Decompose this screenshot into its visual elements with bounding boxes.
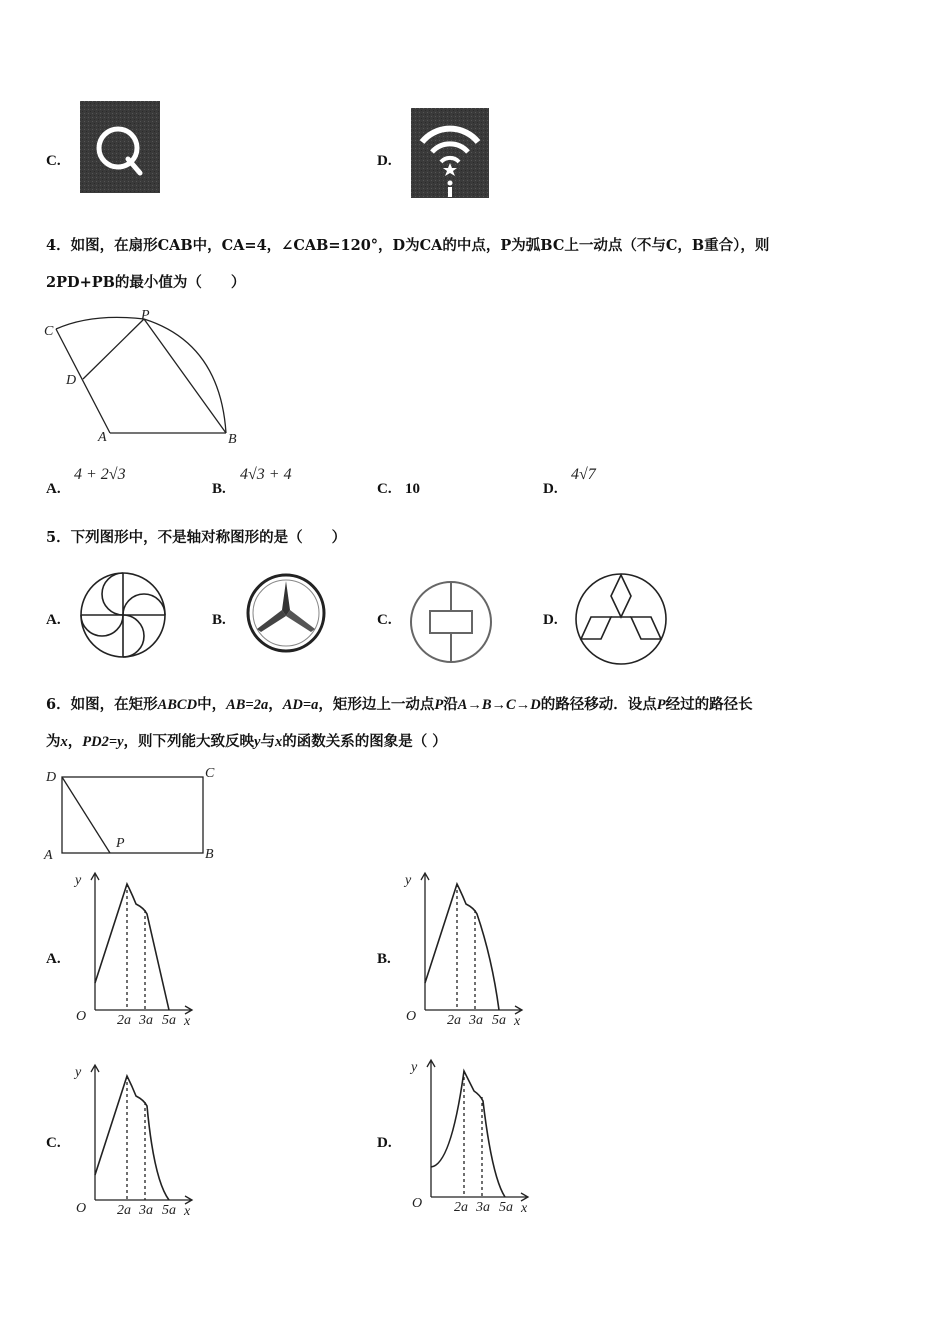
q6-option-c-label: C. — [46, 1135, 61, 1151]
q6-option-a-label: A. — [46, 951, 61, 967]
rectangle-abcd — [62, 777, 203, 853]
graph-d — [406, 1055, 536, 1215]
arc-cp — [56, 317, 144, 329]
q6-text: ，则下列能大致反映 — [123, 733, 255, 750]
q6-text: 与 — [260, 733, 275, 750]
q6-stem-line1 — [46, 696, 753, 714]
q6-text: ， — [67, 733, 83, 750]
q6-text: P — [656, 697, 666, 713]
point-b-label: B — [228, 432, 237, 447]
q3-option-d-label: D. — [377, 153, 392, 169]
q6-text: 的函数关系的图象是（ ） — [282, 733, 447, 750]
q4-stem — [46, 237, 769, 255]
tick-2a: 2a — [447, 1013, 461, 1028]
point-c-label: C — [205, 766, 215, 781]
q6-text: ， — [268, 696, 283, 713]
three-diamonds-icon — [574, 572, 668, 666]
tick-3a: 3a — [476, 1200, 490, 1215]
q6-option-b-label: B. — [377, 951, 391, 967]
circle-rectangle-icon — [408, 580, 494, 666]
q5-text: 下列图形中，不是轴对称图形的是（ ） — [70, 529, 347, 546]
origin-label: O — [412, 1196, 423, 1211]
q4-option-a-value: 4 + 2√3 — [74, 466, 126, 483]
q4-option-b-value: 4√3 + 4 — [240, 466, 292, 483]
q4-sector-figure — [40, 305, 260, 455]
q6-text: 的路径移动．设点 — [540, 696, 657, 713]
tick-5a: 5a — [162, 1013, 176, 1028]
segment-pb — [144, 319, 226, 433]
tick-2a: 2a — [454, 1200, 468, 1215]
q6-text: AB=2a — [226, 697, 269, 713]
segment-ca — [56, 329, 110, 433]
x-axis-label: x — [521, 1201, 528, 1216]
q6-text: PD2=y — [82, 734, 124, 750]
y-axis-label: y — [75, 1065, 82, 1080]
graph-b — [400, 868, 530, 1028]
q6-stem-line2 — [46, 733, 447, 751]
q6-text: 沿 — [443, 696, 458, 713]
origin-label: O — [406, 1009, 417, 1024]
q6-rectangle-figure — [44, 762, 224, 864]
point-d-label: D — [66, 373, 77, 388]
three-pointed-star-icon — [245, 572, 327, 654]
segment-dp — [62, 777, 110, 853]
point-p-label: P — [116, 836, 125, 851]
pinwheel-circle-icon — [78, 570, 168, 660]
letter-q-icon — [80, 101, 160, 193]
segment-pd — [83, 319, 144, 379]
q6-text: AD=a — [282, 697, 319, 713]
q4-text-line2: 2PD+PB的最小值为（ ） — [46, 274, 246, 291]
q4-number: 4． — [46, 237, 71, 254]
q6-text: y — [254, 734, 261, 750]
x-axis-label: x — [184, 1014, 191, 1029]
tick-5a: 5a — [499, 1200, 513, 1215]
graph-c — [70, 1060, 200, 1220]
tick-3a: 3a — [139, 1013, 153, 1028]
point-p-label: P — [141, 308, 150, 323]
q6-text: ABCD — [157, 697, 198, 713]
y-axis-label: y — [75, 873, 82, 888]
tick-2a: 2a — [117, 1013, 131, 1028]
q6-text: 如图，在矩形 — [70, 696, 158, 713]
q5-stem — [46, 529, 346, 547]
q6-text: 为 — [46, 733, 61, 750]
point-c-label: C — [44, 324, 54, 339]
point-a-label: A — [44, 848, 53, 863]
q5-option-d-label: D. — [543, 612, 558, 628]
q5-number: 5． — [46, 529, 71, 546]
tick-2a: 2a — [117, 1203, 131, 1218]
origin-label: O — [76, 1201, 87, 1216]
y-axis-label: y — [405, 873, 412, 888]
x-axis-label: x — [514, 1014, 521, 1029]
graph-a — [70, 868, 200, 1028]
q4-option-d-label: D. — [543, 481, 558, 497]
q6-text: x — [60, 734, 68, 750]
q6-text: x — [274, 734, 283, 750]
q6-number: 6． — [46, 696, 71, 713]
x-axis-label: x — [184, 1204, 191, 1219]
q4-option-b-label: B. — [212, 481, 226, 497]
tick-5a: 5a — [162, 1203, 176, 1218]
curve — [95, 1076, 169, 1200]
point-b-label: B — [205, 847, 214, 862]
q4-text-line1: 如图，在扇形CAB中，CA=4，∠CAB=120°，D为CA的中点，P为弧BC上一动点（不与C，B重合），则 — [70, 237, 770, 254]
q4-option-d-value: 4√7 — [571, 466, 596, 483]
q5-option-b-label: B. — [212, 612, 226, 628]
point-a-label: A — [98, 430, 107, 445]
q6-text: P — [434, 697, 444, 713]
q6-text: 中， — [197, 696, 227, 713]
y-axis-label: y — [411, 1060, 418, 1075]
q5-option-a-label: A. — [46, 612, 61, 628]
q6-text: ，矩形边上一动点 — [318, 696, 435, 713]
point-d-label: D — [46, 770, 57, 785]
origin-label: O — [76, 1009, 87, 1024]
q3-option-c-label: C. — [46, 153, 61, 169]
q4-option-c-label: C. — [377, 481, 392, 497]
curve — [431, 1071, 505, 1197]
q4-option-c-value: 10 — [405, 481, 420, 497]
curve — [425, 884, 499, 1010]
q6-text: 经过的路径长 — [665, 696, 753, 713]
curve — [95, 884, 169, 1010]
wifi-signal-icon — [411, 108, 489, 198]
tick-3a: 3a — [469, 1013, 483, 1028]
q5-option-c-label: C. — [377, 612, 392, 628]
q4-option-a-label: A. — [46, 481, 61, 497]
tick-5a: 5a — [492, 1013, 506, 1028]
q6-option-d-label: D. — [377, 1135, 392, 1151]
tick-3a: 3a — [139, 1203, 153, 1218]
q6-text: A→B→C→D — [457, 697, 541, 713]
